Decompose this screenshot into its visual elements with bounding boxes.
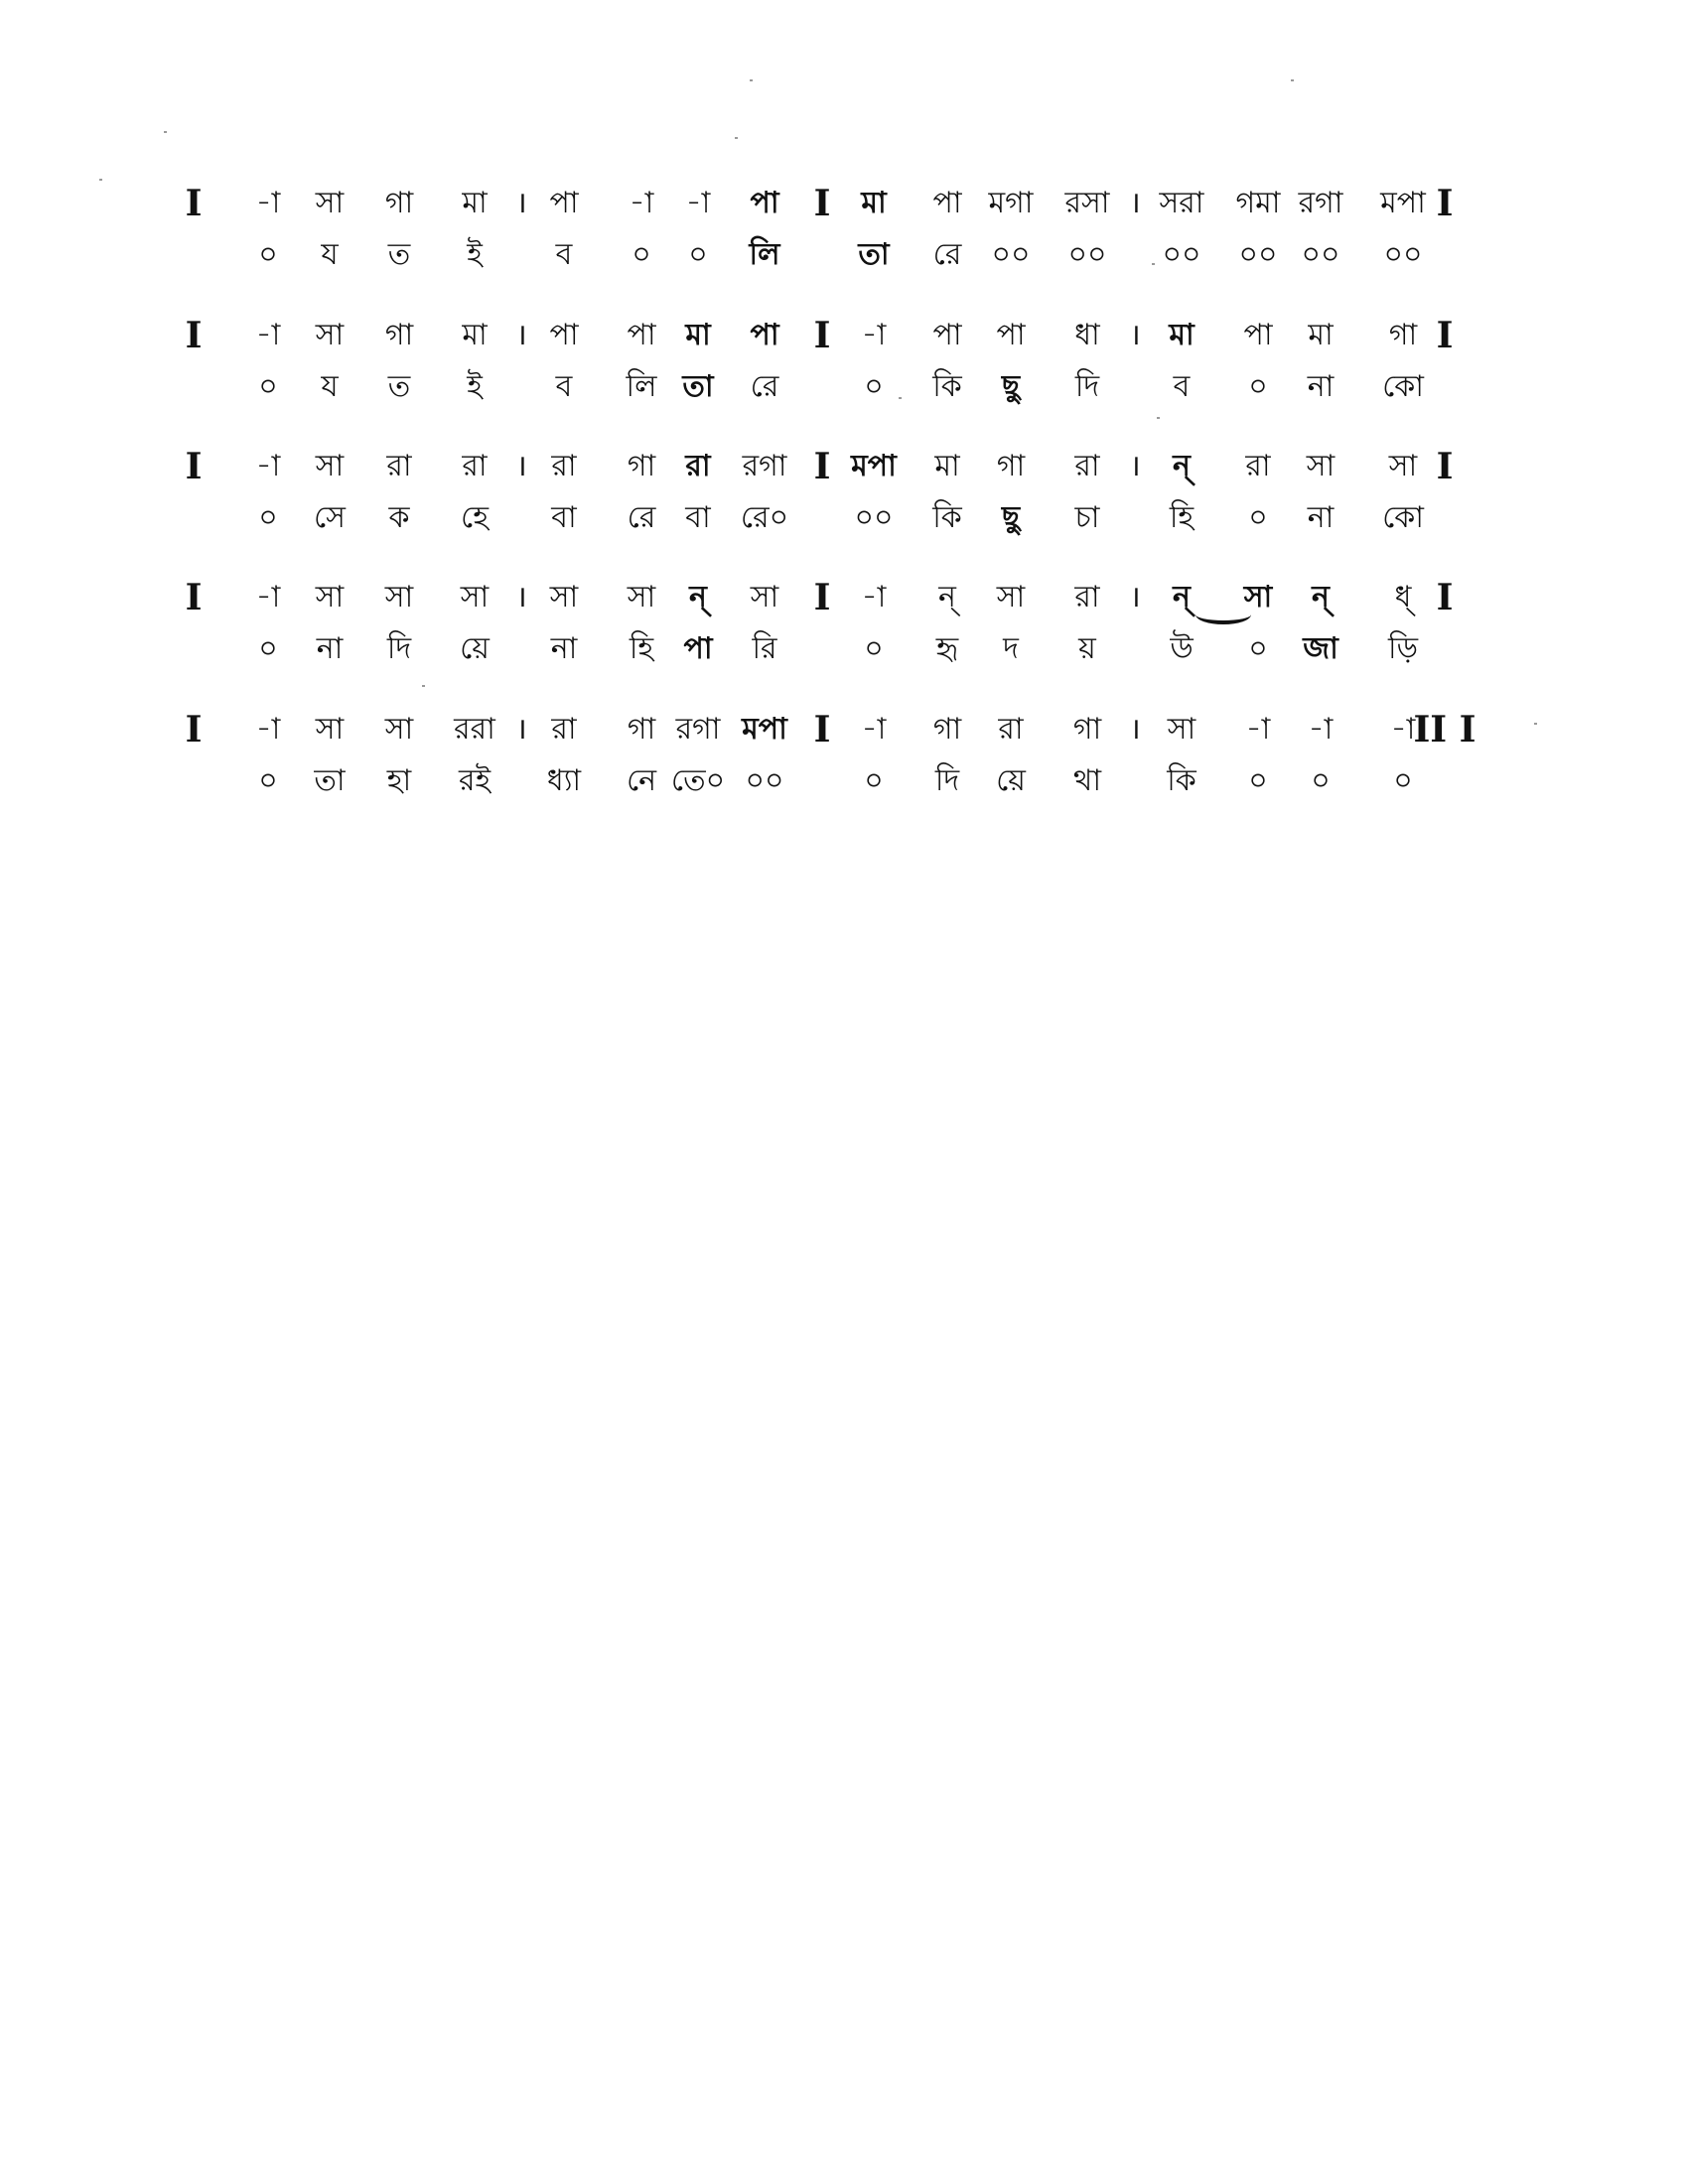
swara-note: মা [1308,318,1334,352]
lyric-syllable: ০ [1393,763,1413,798]
swara-note: গা [1072,712,1102,747]
swara-note: রা [551,712,577,747]
lyric-syllable: বা [551,500,577,535]
swara-note: -া [255,186,281,220]
lyric-syllable: রি [752,631,777,666]
barline: । [1129,449,1141,483]
lyric-syllable: ই [467,237,483,272]
lyric-syllable: তা [858,237,890,272]
lyric-syllable: ০ [688,237,708,272]
swara-note: ধা [1074,318,1100,352]
lyric-row [0,493,1688,543]
barline: I [1436,577,1454,618]
barline: । [515,186,527,220]
lyric-syllable: ব [555,369,573,404]
lyric-syllable: হে [461,500,489,535]
lyric-syllable: হি [1169,500,1195,535]
swara-note: পা [932,318,962,352]
lyric-syllable: রে [627,500,656,535]
swara-note: সা [1388,449,1418,483]
slur-mark [1196,605,1251,624]
swara-note: মা [462,318,488,352]
lyric-syllable: কো [1382,369,1424,404]
barline: I [185,577,203,618]
swara-note: গা [384,318,414,352]
barline: I [813,183,831,224]
lyric-syllable: ব [555,237,573,272]
swara-row [0,705,1688,754]
swara-note: ররা [454,712,495,747]
lyric-syllable: নে [626,763,657,798]
lyric-syllable: দি [386,631,412,666]
swara-note: পা [549,186,579,220]
barline: I [185,183,203,224]
lyric-syllable: কো [1382,500,1424,535]
swara-note: সা [315,449,345,483]
barline: । [515,449,527,483]
lyric-syllable: ক [388,500,410,535]
barline: । [1129,712,1141,747]
lyric-syllable: ই [467,369,483,404]
swara-note: পা [750,318,779,352]
lyric-syllable: ০০ [1067,237,1107,272]
lyric-syllable: তা [682,369,714,404]
lyric-syllable: ধ্যা [546,763,582,798]
swara-note: -া [255,318,281,352]
lyric-syllable: কি [932,500,962,535]
lyric-syllable: তা [314,763,346,798]
swara-note: গা [932,712,962,747]
lyric-syllable: তে০ [670,763,726,798]
barline: । [515,712,527,747]
lyric-syllable: য়ে [996,763,1026,798]
lyric-syllable: না [550,631,578,666]
lyric-row [0,362,1688,412]
swara-note: ধ্ [1394,580,1412,614]
swara-note: -া [255,712,281,747]
swara-note: ন্ [1312,580,1330,614]
lyric-syllable: হা [386,763,412,798]
swara-note: -া [1308,712,1334,747]
lyric-syllable: দি [1074,369,1100,404]
lyric-syllable: ব [1173,369,1191,404]
lyric-syllable: কি [932,369,962,404]
barline: । [1129,186,1141,220]
lyric-syllable: দি [934,763,960,798]
barline: । [515,580,527,614]
swara-note: গা [627,712,656,747]
lyric-syllable: ০০ [745,763,784,798]
scan-speck [735,137,738,139]
barline: I [185,446,203,487]
lyric-syllable: ০০ [854,500,894,535]
swara-note: রা [462,449,488,483]
swara-note: ন্ [689,580,707,614]
swara-note: মপা [742,712,787,747]
swara-note: রা [551,449,577,483]
lyric-syllable: ড়ি [1387,631,1419,666]
swara-note: মপা [851,449,897,483]
swara-note: -া [255,449,281,483]
lyric-syllable: ০ [1248,369,1268,404]
lyric-syllable: জা [1303,631,1338,666]
swara-note: মা [462,186,488,220]
swara-note: পা [996,318,1026,352]
swara-note: -া [861,318,887,352]
barline: I [813,446,831,487]
lyric-syllable: ০ [1248,631,1268,666]
swara-note: মা [685,318,711,352]
swara-note: সা [315,186,345,220]
barline: । [1129,318,1141,352]
lyric-syllable: য [321,237,339,272]
barline: । [515,318,527,352]
lyric-syllable: দ [1003,631,1019,666]
lyric-syllable: রে [750,369,779,404]
swara-note: সা [384,712,414,747]
swara-note: সা [549,580,579,614]
lyric-syllable: না [1307,369,1335,404]
lyric-syllable: হৃ [935,631,959,666]
scan-speck [164,131,167,133]
scan-speck [422,685,425,687]
lyric-syllable: ০ [864,763,884,798]
lyric-syllable: ০০ [1301,237,1340,272]
lyric-syllable: ছু [1001,369,1021,404]
swara-note: মগা [988,186,1034,220]
lyric-syllable: ০ [258,237,278,272]
swara-note: সা [996,580,1026,614]
lyric-syllable: ০ [632,237,651,272]
barline: I [1436,183,1454,224]
scan-speck [750,79,753,81]
swara-note: সরা [1159,186,1204,220]
swara-note: ন্ [1173,580,1191,614]
lyric-syllable: ০০ [1383,237,1423,272]
lyric-syllable: লি [626,369,657,404]
lyric-syllable: কি [1167,763,1196,798]
swara-note: গা [384,186,414,220]
swara-note: -া [861,580,887,614]
lyric-row [0,756,1688,806]
barline: I [813,577,831,618]
swara-note: রগা [742,449,787,483]
swara-note: সা [750,580,779,614]
swara-note: সা [1243,580,1273,614]
barline: I [813,709,831,751]
swara-note: সা [384,580,414,614]
lyric-syllable: না [316,631,344,666]
barline: II I [1413,709,1477,751]
swara-note: সা [460,580,490,614]
swara-note: ন্ [938,580,956,614]
swara-note: গমা [1235,186,1281,220]
swara-note: পা [750,186,779,220]
lyric-syllable: ০ [258,631,278,666]
lyric-row [0,230,1688,280]
lyric-syllable: বা [685,500,711,535]
swara-note: -া [1245,712,1271,747]
swara-note: মা [934,449,960,483]
swara-note: সা [315,712,345,747]
swara-note: রা [1074,580,1100,614]
lyric-syllable: ০ [1248,763,1268,798]
swara-row [0,311,1688,360]
swara-note: সা [1167,712,1196,747]
lyric-syllable: ০০ [991,237,1031,272]
swara-note: -া [685,186,711,220]
lyric-syllable: ত [387,237,411,272]
lyric-syllable: ০ [864,631,884,666]
swara-note: রসা [1064,186,1110,220]
lyric-syllable: রে০ [740,500,789,535]
lyric-syllable: লি [749,237,780,272]
swara-note: সা [315,318,345,352]
barline: I [185,709,203,751]
scan-speck [1534,723,1537,725]
lyric-syllable: ০ [258,500,278,535]
swara-note: মা [861,186,887,220]
lyric-syllable: না [1307,500,1335,535]
swara-note: সা [627,580,656,614]
swara-note: রা [386,449,412,483]
lyric-syllable: ০ [258,369,278,404]
swara-note: -া [255,580,281,614]
lyric-syllable: ০০ [1238,237,1278,272]
barline: I [813,315,831,356]
barline: I [185,315,203,356]
scan-speck [1157,417,1160,419]
lyric-syllable: ০০ [1162,237,1201,272]
lyric-syllable: য [321,369,339,404]
swara-note: গা [1388,318,1418,352]
swara-note: -া [861,712,887,747]
lyric-syllable: চা [1074,500,1100,535]
scan-speck [1152,263,1155,265]
swara-note: সা [1306,449,1336,483]
swara-note: পা [549,318,579,352]
lyric-syllable: ছু [1001,500,1021,535]
lyric-syllable: ০ [1248,500,1268,535]
swara-note: গা [996,449,1026,483]
lyric-syllable: রে [932,237,962,272]
scan-speck [899,397,902,399]
swara-note: রা [1074,449,1100,483]
lyric-syllable: ০ [1311,763,1331,798]
lyric-syllable: ত [387,369,411,404]
scan-speck [99,179,102,181]
swara-note: রা [685,449,711,483]
swara-row [0,573,1688,622]
lyric-syllable: ০ [258,763,278,798]
swara-note: মপা [1380,186,1426,220]
swara-note: মা [1169,318,1195,352]
lyric-syllable: য়ে [460,631,490,666]
swara-row [0,179,1688,228]
swara-note: রগা [675,712,721,747]
lyric-syllable: সে [314,500,346,535]
barline: I [1436,315,1454,356]
swara-note: সা [315,580,345,614]
swara-note: রগা [1298,186,1343,220]
swara-note: রা [998,712,1024,747]
swara-note: রা [1245,449,1271,483]
lyric-syllable: পা [683,631,713,666]
swara-note: ন্ [1173,449,1191,483]
lyric-syllable: হি [629,631,654,666]
barline: I [1436,446,1454,487]
lyric-syllable: রই [458,763,492,798]
swara-note: পা [1243,318,1273,352]
lyric-row [0,624,1688,674]
lyric-syllable: থা [1072,763,1102,798]
lyric-syllable: ০ [864,369,884,404]
lyric-syllable: য় [1078,631,1096,666]
swara-note: -া [1390,712,1416,747]
lyric-syllable: উ [1170,631,1194,666]
swara-row [0,442,1688,491]
swara-note: পা [932,186,962,220]
swara-note: -া [629,186,654,220]
swara-note: গা [627,449,656,483]
scan-speck [1291,79,1294,81]
swara-note: পা [627,318,656,352]
barline: । [1129,580,1141,614]
